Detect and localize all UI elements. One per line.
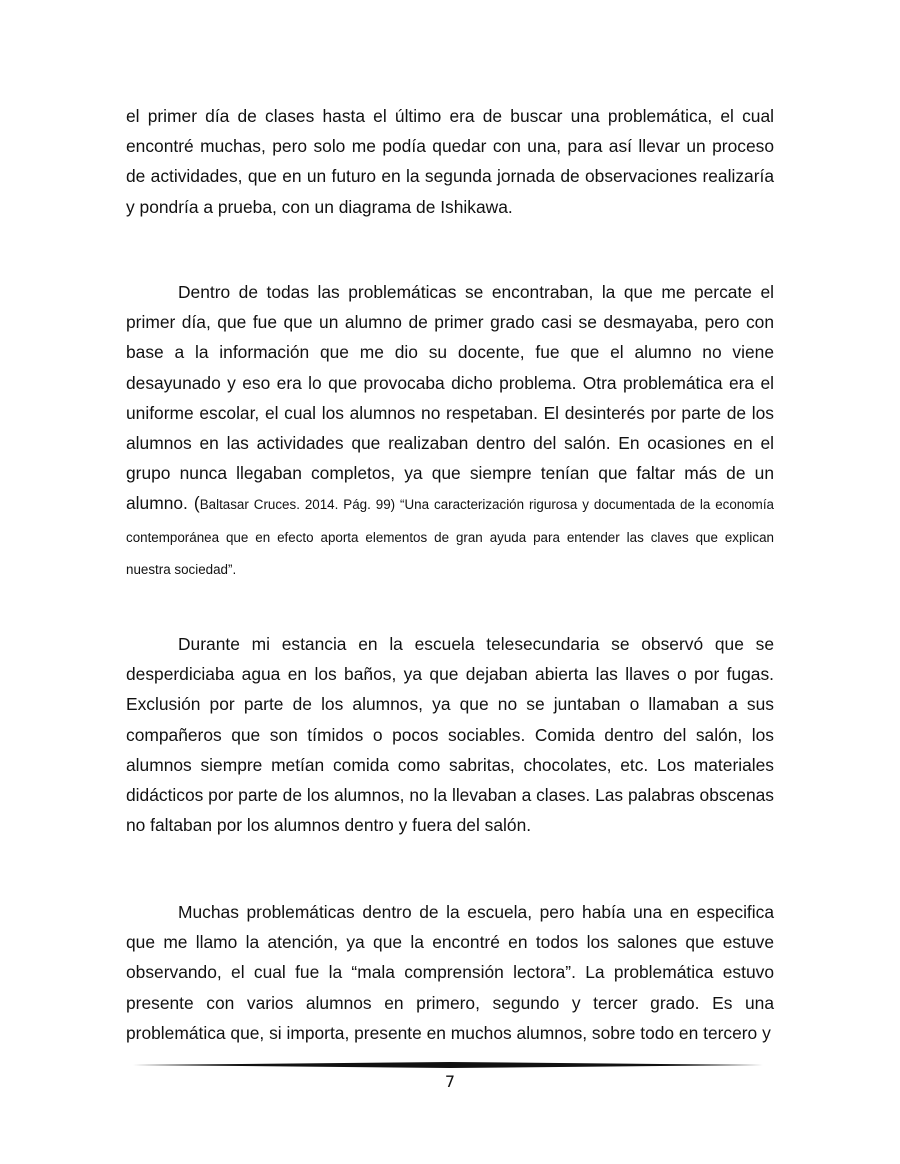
paragraph-1-text: el primer día de clases hasta el último era de buscar una problemática, el cual encontré muchas, pero solo me podía quedar con una, para así llevar un proceso de actividades, que en un futuro en la segunda jornada de observaciones realizaría y pondría a prueba, con un diagrama de Ishikawa. [126, 106, 774, 217]
paragraph-4 [126, 897, 774, 1048]
paragraph-4-text: Muchas problemáticas dentro de la escuela, pero había una en especifica que me llamo la atención, ya que la encontré en todos los salones que estuve observando, el cual fue la “mala comprensión lectora”. La problemática estuvo presente con varios alumnos en primero, segundo y tercer grado. Es una problemática que, si importa, presente en muchos alumnos, sobre todo en tercero y [126, 902, 774, 1043]
paragraph-2-text: Dentro de todas las problemáticas se encontraban, la que me percate el primer día, que fue que un alumno de primer grado casi se desmayaba, pero con base a la información que me dio su docente, fue que el alumno no viene desayunado y eso era lo que provocaba dicho problema. Otra problemática era el uniforme escolar, el cual los alumnos no respetaban. El desinterés por parte de los alumnos en las actividades que realizaban dentro del salón. En ocasiones en el grupo nunca llegaban completos, ya que siempre tenían que faltar más de un alumno. ( [126, 282, 774, 514]
citation-quote: Baltasar Cruces. 2014. Pág. 99) “Una caracterización rigurosa y documentada de la economía contemporánea que en efecto aporta elementos de gran ayuda para entender las claves que explican nuestra sociedad”. [126, 497, 775, 577]
footer-divider [133, 1058, 767, 1072]
paragraph-2 [126, 277, 774, 585]
page-number: 7 [444, 1072, 456, 1091]
paragraph-3-text: Durante mi estancia en la escuela telesecundaria se observó que se desperdiciaba agua en los baños, ya que dejaban abierta las llaves o por fugas. Exclusión por parte de los alumnos, ya que no se juntaban o llamaban a sus compañeros que son tímidos o pocos sociables. Comida dentro del salón, los alumnos siempre metían comida como sabritas, chocolates, etc. Los materiales didácticos por parte de los alumnos, no la llevaban a clases. Las palabras obscenas no faltaban por los alumnos dentro y fuera del salón. [126, 634, 774, 836]
paragraph-3 [126, 629, 774, 840]
paragraph-1 [126, 101, 774, 222]
